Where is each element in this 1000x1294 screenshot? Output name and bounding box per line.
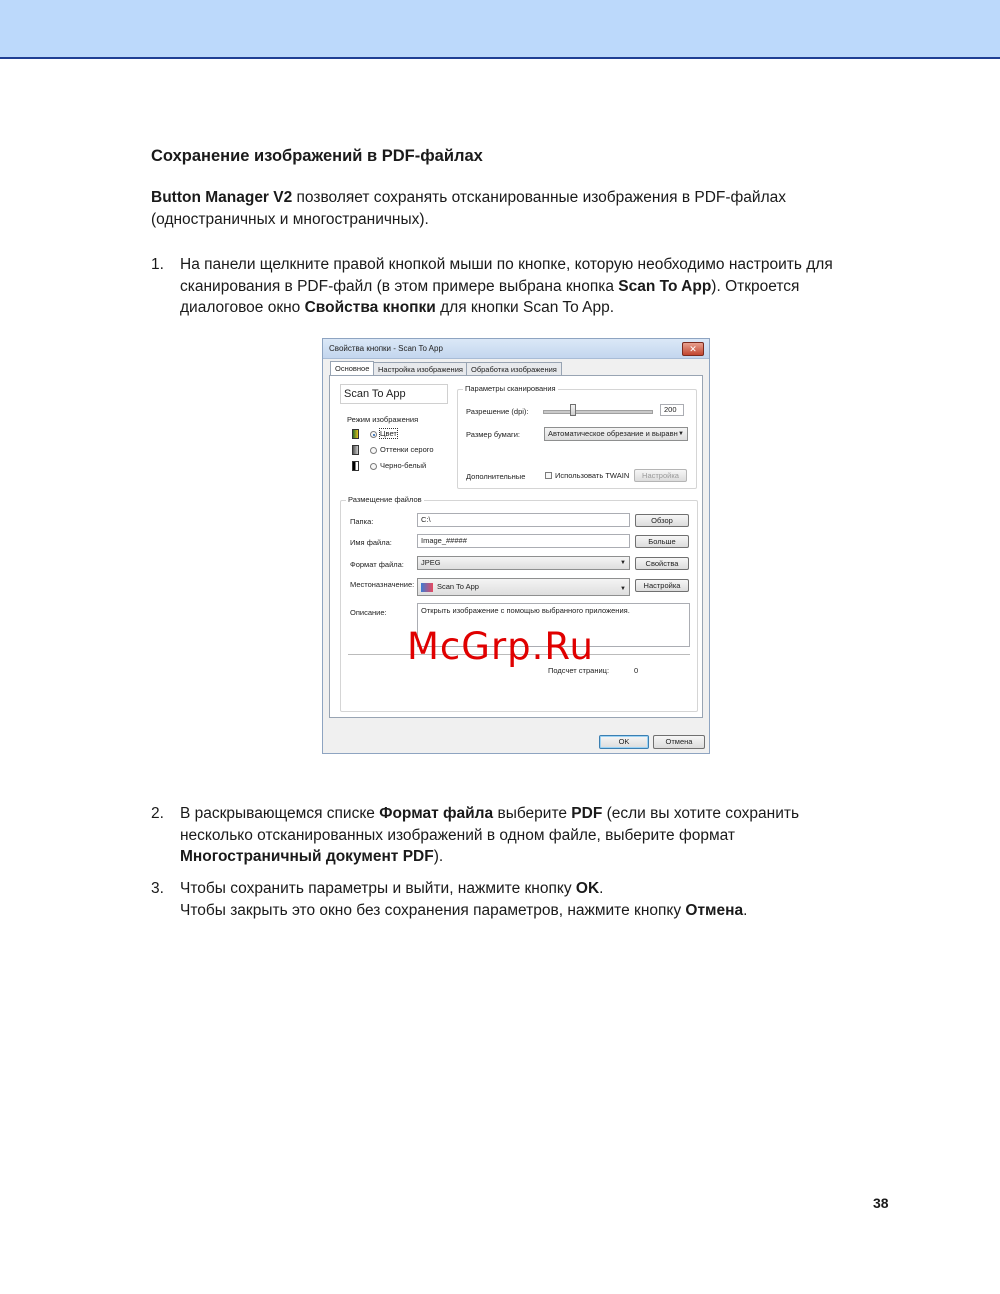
browse-button[interactable]: Обзор — [635, 514, 689, 527]
dialog-title: Свойства кнопки - Scan To App — [329, 344, 443, 353]
intro-text-2: (одностраничных и многостраничных). — [151, 210, 429, 228]
folder-input[interactable]: C:\ — [417, 513, 630, 527]
file-placement-label: Размещение файлов — [348, 495, 422, 504]
dropdown-arrow-icon: ▼ — [678, 431, 684, 437]
step-1-line-2a: сканирования в PDF-файл (в этом примере выбрана кнопка — [180, 277, 619, 295]
filename-label: Имя файла: — [350, 538, 392, 547]
intro-paragraph — [151, 187, 871, 230]
step-3-number: 3. — [151, 880, 164, 897]
header-band — [0, 0, 1000, 57]
image-mode-group — [340, 416, 448, 482]
use-twain-label: Использовать TWAIN — [555, 471, 630, 480]
step-2-line-1a: В раскрывающемся списке — [180, 805, 380, 822]
step-3-bold-cancel: Отмена — [685, 901, 744, 919]
file-format-value: JPEG — [421, 558, 441, 567]
destination-settings-button[interactable]: Настройка — [635, 579, 689, 592]
watermark: McGrp.Ru — [407, 625, 594, 668]
tab-image-processing[interactable]: Обработка изображения — [466, 362, 562, 376]
use-twain-checkbox[interactable] — [545, 472, 552, 479]
step-3-line-2a: Чтобы закрыть это окно без сохранения параметров, нажмите кнопку — [180, 901, 686, 919]
app-icon — [421, 583, 433, 592]
step-1-number: 1. — [151, 256, 164, 273]
step-2-text — [180, 803, 880, 868]
folder-label: Папка: — [350, 517, 374, 526]
section-heading: Сохранение изображений в PDF-файлах — [151, 147, 483, 165]
scan-params-group — [457, 384, 697, 489]
file-format-label: Формат файла: — [350, 560, 404, 569]
button-name-field[interactable]: Scan To App — [340, 384, 448, 404]
destination-select[interactable] — [417, 578, 630, 596]
destination-label: Местоназначение: — [350, 580, 415, 589]
radio-color[interactable] — [370, 431, 377, 438]
paper-size-select[interactable] — [544, 427, 688, 441]
radio-grayscale[interactable] — [370, 447, 377, 454]
radio-grayscale-label: Оттенки серого — [380, 445, 434, 454]
close-icon[interactable]: ✕ — [682, 342, 704, 356]
color-mode-icon — [352, 429, 359, 439]
page-count-label: Подсчет страниц: — [548, 666, 610, 675]
resolution-slider-handle[interactable] — [570, 404, 576, 416]
dropdown-arrow-icon: ▼ — [620, 586, 626, 592]
step-2-line-1e: (если вы хотите сохранить — [602, 805, 800, 822]
step-3-line-1c: . — [599, 880, 604, 897]
step-2-bold-multipage-pdf: Многостраничный документ PDF — [180, 848, 434, 865]
bw-mode-icon — [352, 461, 359, 471]
step-1-bold-scan-to-app: Scan To App — [618, 277, 712, 295]
header-rule — [0, 57, 1000, 59]
resolution-input[interactable]: 200 — [660, 404, 684, 416]
destination-value: Scan To App — [437, 582, 479, 591]
paper-size-value: Автоматическое обрезание и выравн — [548, 429, 678, 438]
paper-size-label: Размер бумаги: — [466, 430, 520, 439]
file-placement-group — [340, 495, 698, 712]
properties-button[interactable]: Свойства — [635, 557, 689, 570]
button-properties-dialog — [322, 338, 710, 754]
page-number: 38 — [873, 1195, 889, 1211]
dialog-title-bar — [323, 339, 709, 359]
file-format-select[interactable] — [417, 556, 630, 570]
radio-black-white[interactable] — [370, 463, 377, 470]
step-1-line-2c: ). Откроется — [711, 277, 800, 295]
step-2-bold-file-format: Формат файла — [379, 805, 494, 822]
additional-label: Дополнительные — [466, 472, 526, 481]
step-1-text — [180, 254, 880, 319]
resolution-label: Разрешение (dpi): — [466, 407, 529, 416]
scan-settings-button[interactable]: Настройка — [634, 469, 687, 482]
description-value: Открыть изображение с помощью выбранного приложения. — [421, 606, 630, 615]
step-3-line-2c: . — [743, 901, 748, 919]
more-button[interactable]: Больше — [635, 535, 689, 548]
description-label: Описание: — [350, 608, 387, 617]
step-1-line-1: На панели щелкните правой кнопкой мыши по кнопке, которую необходимо настроить для — [180, 256, 833, 273]
filename-input[interactable]: Image_##### — [417, 534, 630, 548]
step-2-line-3b: ). — [433, 848, 444, 865]
step-1-line-3a: диалоговое окно — [180, 299, 305, 316]
image-mode-label: Режим изображения — [347, 415, 419, 424]
product-name: Button Manager V2 — [151, 189, 293, 206]
step-2-line-2: несколько отсканированных изображений в одном файле, выберите формат — [180, 826, 735, 844]
radio-color-label: Цвет — [380, 429, 397, 438]
tab-basic[interactable]: Основное — [330, 361, 374, 376]
step-1-line-3c: для кнопки Scan To App. — [435, 299, 615, 316]
step-3-text — [180, 878, 880, 921]
step-1-bold-dialog-name: Свойства кнопки — [304, 299, 436, 316]
step-2-number: 2. — [151, 805, 164, 822]
step-2-bold-pdf: PDF — [571, 805, 603, 822]
step-3-bold-ok: OK — [575, 880, 600, 897]
scan-params-label: Параметры сканирования — [465, 384, 556, 393]
resolution-slider-track — [543, 410, 653, 414]
radio-black-white-label: Черно-белый — [380, 461, 427, 470]
step-3-line-1a: Чтобы сохранить параметры и выйти, нажмите кнопку — [180, 880, 576, 897]
dropdown-arrow-icon: ▼ — [620, 560, 626, 566]
tab-image-settings[interactable]: Настройка изображения — [373, 362, 468, 376]
ok-button[interactable]: OK — [599, 735, 649, 749]
grayscale-mode-icon — [352, 445, 359, 455]
page-count-value: 0 — [634, 666, 639, 675]
intro-text: позволяет сохранять отсканированные изображения в PDF-файлах — [292, 189, 786, 206]
step-2-line-1c: выберите — [493, 805, 572, 822]
cancel-button[interactable]: Отмена — [653, 735, 705, 749]
